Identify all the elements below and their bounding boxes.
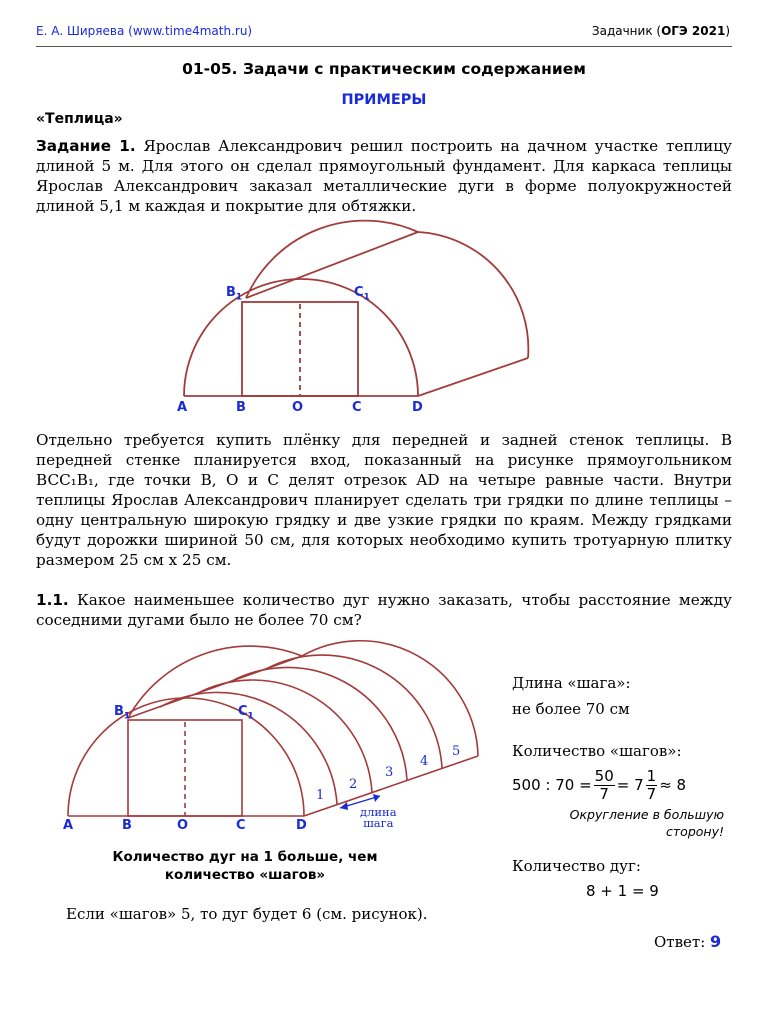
question-text: 1.1. Какое наименьшее количество дуг нужно заказать, чтобы расстояние между соседними дугами было не более 70 см? xyxy=(36,591,732,629)
step-length-value: не более 70 см xyxy=(512,700,630,718)
page-subtitle: ПРИМЕРЫ xyxy=(341,92,427,108)
label-b1: $B_1$ xyxy=(226,285,243,303)
arcs-count-calc: 8 + 1 = 9 xyxy=(586,882,659,900)
step-number-3: 3 xyxy=(385,765,394,780)
step-number-4: 4 xyxy=(420,754,429,769)
label-b: B xyxy=(236,400,246,415)
figure-caption-note: Если «шагов» 5, то дуг будет 6 (см. рисунок). xyxy=(66,905,428,923)
steps-count-label: Количество «шагов»: xyxy=(512,742,682,760)
arcs-count-label: Количество дуг: xyxy=(512,857,641,875)
label-b1-2: $B_1$ xyxy=(114,704,131,722)
paragraph-2: Отдельно требуется купить плёнку для передней и задней стенок теплицы. В передней стенке планируется вход, показанный на рисунке прямоугольником BCC₁B₁, где точки B, O и C делят отрезок AD на четыре равные части. Внутри теплицы Ярослав Александрович планирует сделать три грядки по длине теплицы – одну центральную широкую грядку и две узкие грядки по краям. Между грядками будут дорожки шириной 50 см, для которых необходимо купить тротуарную плитку размером 25 см x 25 см. xyxy=(36,431,732,569)
task-text: Задание 1. Ярослав Александрович решил построить на дачном участке теплицу длиной 5 м. Для этого он сделал прямоугольный фундамент. Для каркаса теплицы Ярослав Александрович заказал металлические дуги в форме полуокружностей длиной 5,1 м каждая и покрытие для обтяжки. xyxy=(36,137,732,215)
step-number-5: 5 xyxy=(452,744,461,759)
answer: Ответ: 9 xyxy=(654,932,722,951)
page-title: 01-05. Задачи с практическим содержанием xyxy=(182,60,586,78)
rounding-note: Округление в большую сторону! xyxy=(569,807,724,839)
figure-caption: Количество дуг на 1 больше, чем количество «шагов» xyxy=(112,849,378,883)
label-o: O xyxy=(292,400,304,415)
label-a: A xyxy=(177,400,188,415)
label-d-2: D xyxy=(296,818,307,833)
label-b-2: B xyxy=(122,818,132,833)
header-right: Задачник (ОГЭ 2021) xyxy=(591,24,730,38)
label-c-2: C xyxy=(236,818,246,833)
step-length-label: длина шага xyxy=(360,805,397,830)
step-number-1: 1 xyxy=(316,788,325,803)
label-c: C xyxy=(352,400,362,415)
label-o-2: O xyxy=(177,818,189,833)
step-number-2: 2 xyxy=(349,777,358,792)
front-arc-2 xyxy=(68,698,304,816)
label-a-2: A xyxy=(63,818,74,833)
label-d: D xyxy=(412,400,423,415)
section-title: «Теплица» xyxy=(36,111,123,127)
steps-formula: 500 : 70 = $\frac{50}{7}$ = 7 $\frac{1}{7}$ ≈ 8 xyxy=(512,766,687,803)
step-length-label-text: Длина «шага»: xyxy=(512,674,631,692)
header-left: Е. А. Ширяева (www.time4math.ru) xyxy=(36,24,253,38)
label-c1-2: $C_1$ xyxy=(238,704,254,722)
label-c1: $C_1$ xyxy=(354,285,370,303)
